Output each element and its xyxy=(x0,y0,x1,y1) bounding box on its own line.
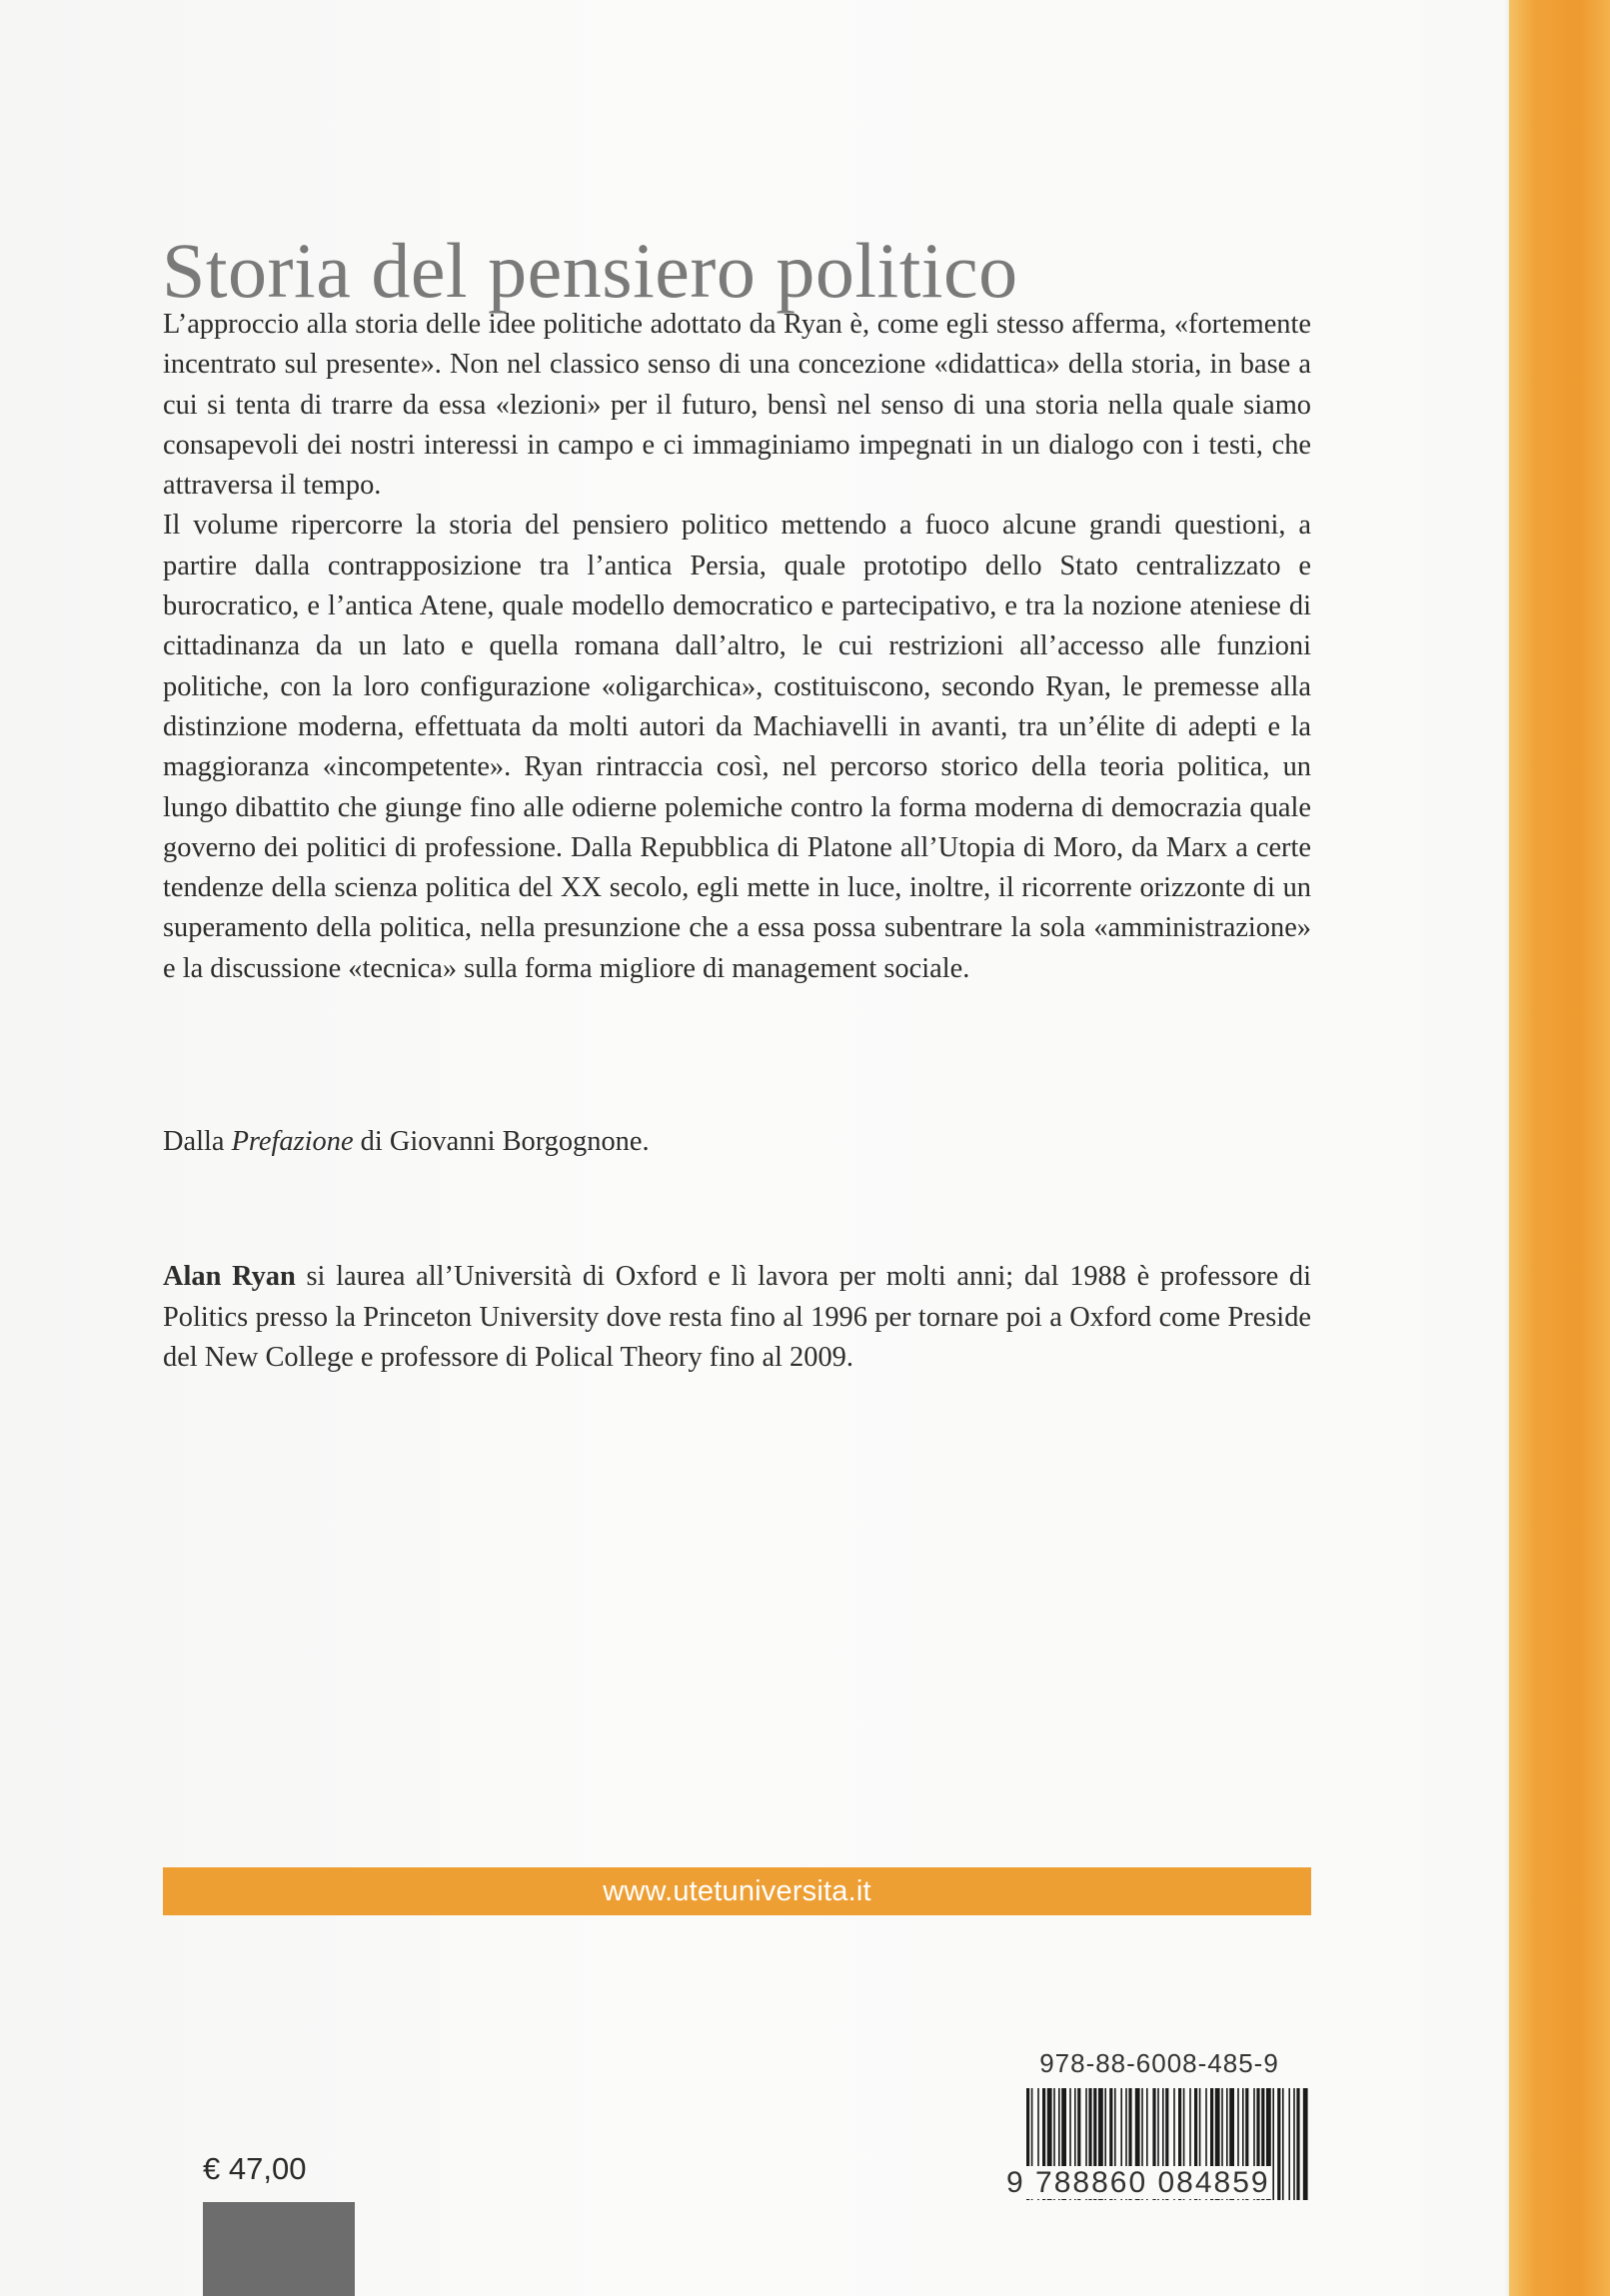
publisher-url-bar xyxy=(163,1867,1311,1915)
book-spine xyxy=(1509,0,1610,2296)
blurb-paragraph-2: Il volume ripercorre la storia del pensiero politico mettendo a fuoco alcune grandi questioni, a partire dalla contrapposizione tra l’antica Persia, quale prototipo dello Stato centralizzato e burocratico, e l’antica Atene, quale modello democratico e partecipativo, e tra la nozione ateniese di cittadinanza da un lato e quella romana dall’altro, le cui restrizioni all’accesso alle funzioni politiche, con la loro configurazione «oligarchica», costituiscono, secondo Ryan, le premesse alla distinzione moderna, effettuata da molti autori da Machiavelli in avanti, tra un’élite di adepti e la maggioranza «incompetente». Ryan rintraccia così, nel percorso storico della teoria politica, un lungo dibattito che giunge fino alle odierne polemiche contro la forma moderna di democrazia quale governo dei politici di professione. Dalla Repubblica di Platone all’Utopia di Moro, da Marx a certe tendenze della scienza politica del XX secolo, egli mette in luce, inoltre, il ricorrente orizzonte di un superamento della politica, nella presunzione che a essa possa subentrare la sola «amministrazione» e la discussione «tecnica» sulla forma migliore di management sociale. xyxy=(163,510,1311,984)
barcode-digits xyxy=(1004,2166,1314,2200)
preface-suffix: di Giovanni Borgognone. xyxy=(360,1126,650,1157)
blurb xyxy=(163,305,1311,989)
isbn-label: 978-88-6008-485-9 xyxy=(1039,2048,1279,2078)
blurb-paragraph-1: L’approccio alla storia delle idee politiche adottato da Ryan è, come egli stesso afferma, «fortemente incentrato sul presente». Non nel classico senso di una concezione «didattica» della storia, in base a cui si tenta di trarre da essa «lezioni» per il futuro, bensì nel senso di una storia nella quale siamo consapevoli dei nostri interessi in campo e ci immaginiamo impegnati in un dialogo con i testi, che attraversa il tempo. xyxy=(163,309,1311,502)
author-name: Alan Ryan xyxy=(163,1261,296,1292)
preface-credit xyxy=(163,1122,1311,1162)
publisher-url[interactable]: www.utetuniversita.it xyxy=(603,1874,871,1907)
author-bio-text: si laurea all’Università di Oxford e lì lavora per molti anni; dal 1988 è professore di Politics presso la Princeton University dove resta fino al 1996 per tornare poi a Oxford come Preside del New College e professore di Polical Theory fino al 2009. xyxy=(163,1261,1311,1373)
barcode-digits-text: 9 788860 084859 xyxy=(1006,2166,1270,2199)
preface-italic: Prefazione xyxy=(231,1126,354,1157)
preface-prefix: Dalla xyxy=(163,1126,225,1157)
book-title: Storia del pensiero politico xyxy=(162,227,1018,315)
price-box xyxy=(203,2202,355,2296)
author-bio xyxy=(163,1257,1311,1379)
price-label: € 47,00 xyxy=(203,2151,307,2186)
